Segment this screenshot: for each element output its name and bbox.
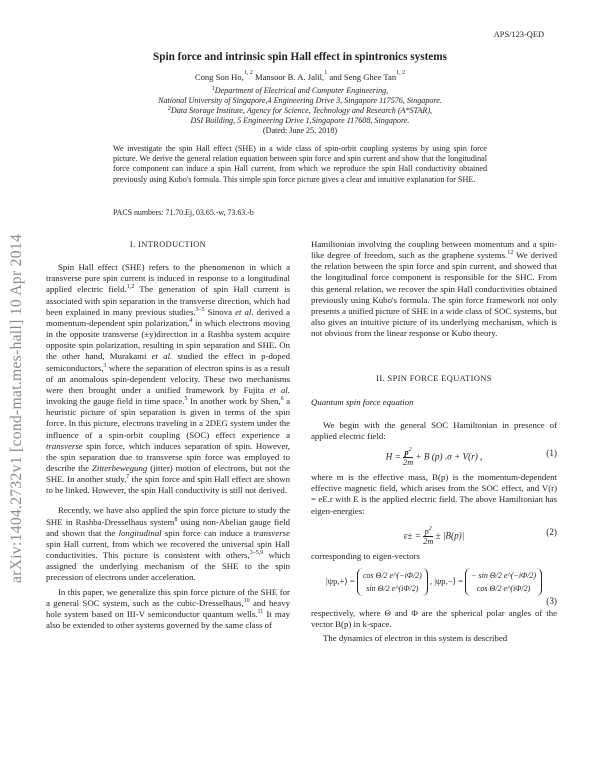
date-line: (Dated: June 25, 2018) [262,126,338,136]
paragraph-intro-3: In this paper, we generalize this spin force picture of the SHE for a general SOC system, such as the cubic-Dresselhaus,$^{10}$ and heavy hole system based on III-V semiconductor quantum wells.$^{11}$ It may also be extended to other systems governed by the same class of [46,586,290,630]
paragraph-eq1-explanation: where m is the effective mass, B(p) is the momentum-dependent effective magnetic field, which arises from the SOC effect, and V(r) = eE.r with E is the applied electric field. The above Hamiltonian has eigen-energies: [311,472,557,516]
paragraph-intro-continued: Hamiltonian involving the coupling between momentum and a spin-like degree of freedom, such as the graphene systems.$^{12}$ We derived the relation between the spin force and spin current, and showed that the longitudinal force component is responsible for the SHC. From this general relation, we recover the spin Hall conductivities obtained previously using Kubo's formula. The spin force framework not only presents a unified picture of SHE in a wide class of SOC systems, but also gives an intuitive picture of its underlying mechanism, which is not obvious from the linear response or Kubo theory. [311,239,558,339]
equation-1: H = $\frac{p^2}{2m}$ + B (p) .σ + V(r) , (1) [385,447,557,468]
abstract: We investigate the spin Hall effect (SHE) in a wide class of spin-orbit coupling systems by using spin force picture. We derive the general relation equation between spin force and spin current and show that the longitudinal force component can induce a spin Hall current, from which we reproduce the spin Hall conductivity obtained previously using Kubo's formula. This simple spin force picture gives a clear and intuitive explanation for SHE. [113,144,487,184]
section-heading-spin-force: II. SPIN FORCE EQUATIONS [376,374,492,384]
paragraph-dynamics: The dynamics of electron in this system is described [323,633,508,644]
paragraph-intro-1: Spin Hall effect (SHE) refers to the phenomenon in which a transverse pure spin current is induced in response to a longitudinal applied electric field.$^{1,2}$ The generation of spin Hall current is associated with spin separation in the transverse direction, which had been explained in many previous studies.$^{3-5}$ Sinova et al. derived a momentum-dependent spin polarization,$^4$ in which electrons moving in the opposite transverse (±y)direction in a Rashba system acquire opposite spin polarization, resulting in spin separation and SHE. On the other hand, Murakami et al. studied the effect in p-doped semiconductors,$^3$ where the separation of electron spins is as a result of an anomalous spin-dependent velocity. These two mechanisms were then brought under a unified framework by Fujita et al. invoking the gauge field in time space.$^5$ In another work by Shen,$^6$ a heuristic picture of spin separation is given in terms of the spin force. In this picture, electrons traveling in a 2DEG system under the influence of a spin-orbit coupling (SOC) effect experience a transverse spin force, which induces separation of spin. However, the spin separation due to transverse spin force was employed to describe the Zitterbewegung (jitter) motion of electrons, but not the SHE. In another study,$^7$ the spin force and spin Hall effect are shown to be linked. However, the spin Hall conductivity is still not derived. [46,262,291,496]
equation-3: |ψp,+⟩ = cos Θ/2 e^(−iΦ/2) sin Θ/2 e^(iΦ/2) , |ψp,−⟩ = − sin Θ/2 e^(−iΦ/2) cos Θ/2 e^(iΦ/2) (3) [311,562,557,608]
paragraph-eigenvectors: corresponding to eigen-vectors [311,550,420,561]
author-list: Cong Son Ho,$^{1, 2}$ Mansoor B. A. Jalil,$^1$ and Seng Ghee Tan$^{1, 2}$ [194,70,406,82]
equation-number: (3) [546,595,557,606]
equation-number: (2) [546,526,557,537]
eigenvector-plus-matrix: cos Θ/2 e^(−iΦ/2) sin Θ/2 e^(iΦ/2) [357,568,428,596]
paper-title: Spin force and intrinsic spin Hall effect in spintronics systems [153,51,447,63]
author-1: Cong Son Ho, [194,72,244,82]
section-heading-introduction: I. INTRODUCTION [129,240,207,249]
equation-2: ε± = $\frac{p^2}{2m}$ ± |B(p)| (2) [403,525,557,546]
pacs-numbers: PACS numbers: 71.70.Ej, 03.65.-w, 73.63.-b [113,208,254,217]
affiliations: $^1$Department of Electrical and Computer Engineering, National University of Singapore,4 Engineering Drive 3, Singapore 117576, Singapore. $^2$Data Storage Institute, Agency for Science, Technology and Research (A*STAR), DSI Building, 5 Engineering Drive 1,Singapore 117608, Singapore. (Dated: June 25, 2018) [0,86,600,136]
arxiv-stamp-text: arXiv:1404.2732v1 [cond-mat.mes-hall] 10 Apr 2014 [8,233,25,583]
eigenvector-minus-matrix: − sin Θ/2 e^(−iΦ/2) cos Θ/2 e^(iΦ/2) [465,568,542,596]
paragraph-hamiltonian: We begin with the general SOC Hamiltonian in presence of applied electric field: [311,419,557,441]
equation-number: (1) [546,448,557,459]
author-3: and Seng Ghee Tan [329,72,397,82]
author-2: Mansoor B. A. Jalil, [254,72,325,82]
subsection-heading: Quantum spin force equation [311,396,414,407]
report-code: APS/123-QED [493,30,544,39]
right-column [311,239,557,644]
paragraph-spherical-angles: respectively, where Θ and Φ are the spherical polar angles of the vector B(p) in k-space. [311,607,557,629]
left-column [46,239,290,631]
paragraph-intro-2: Recently, we have also applied the spin force picture to study the SHE in Rashba-Dresselhaus system$^8$ using non-Abelian gauge field and shown that the longitudinal spin force can induce a transverse spin Hall current, from which we recovered the universal spin Hall conductivities. This picture is consistent with others,$^{3-5,9}$ which assigned the underlying mechanism of the SHE to the spin precession of electrons under acceleration. [46,505,291,583]
